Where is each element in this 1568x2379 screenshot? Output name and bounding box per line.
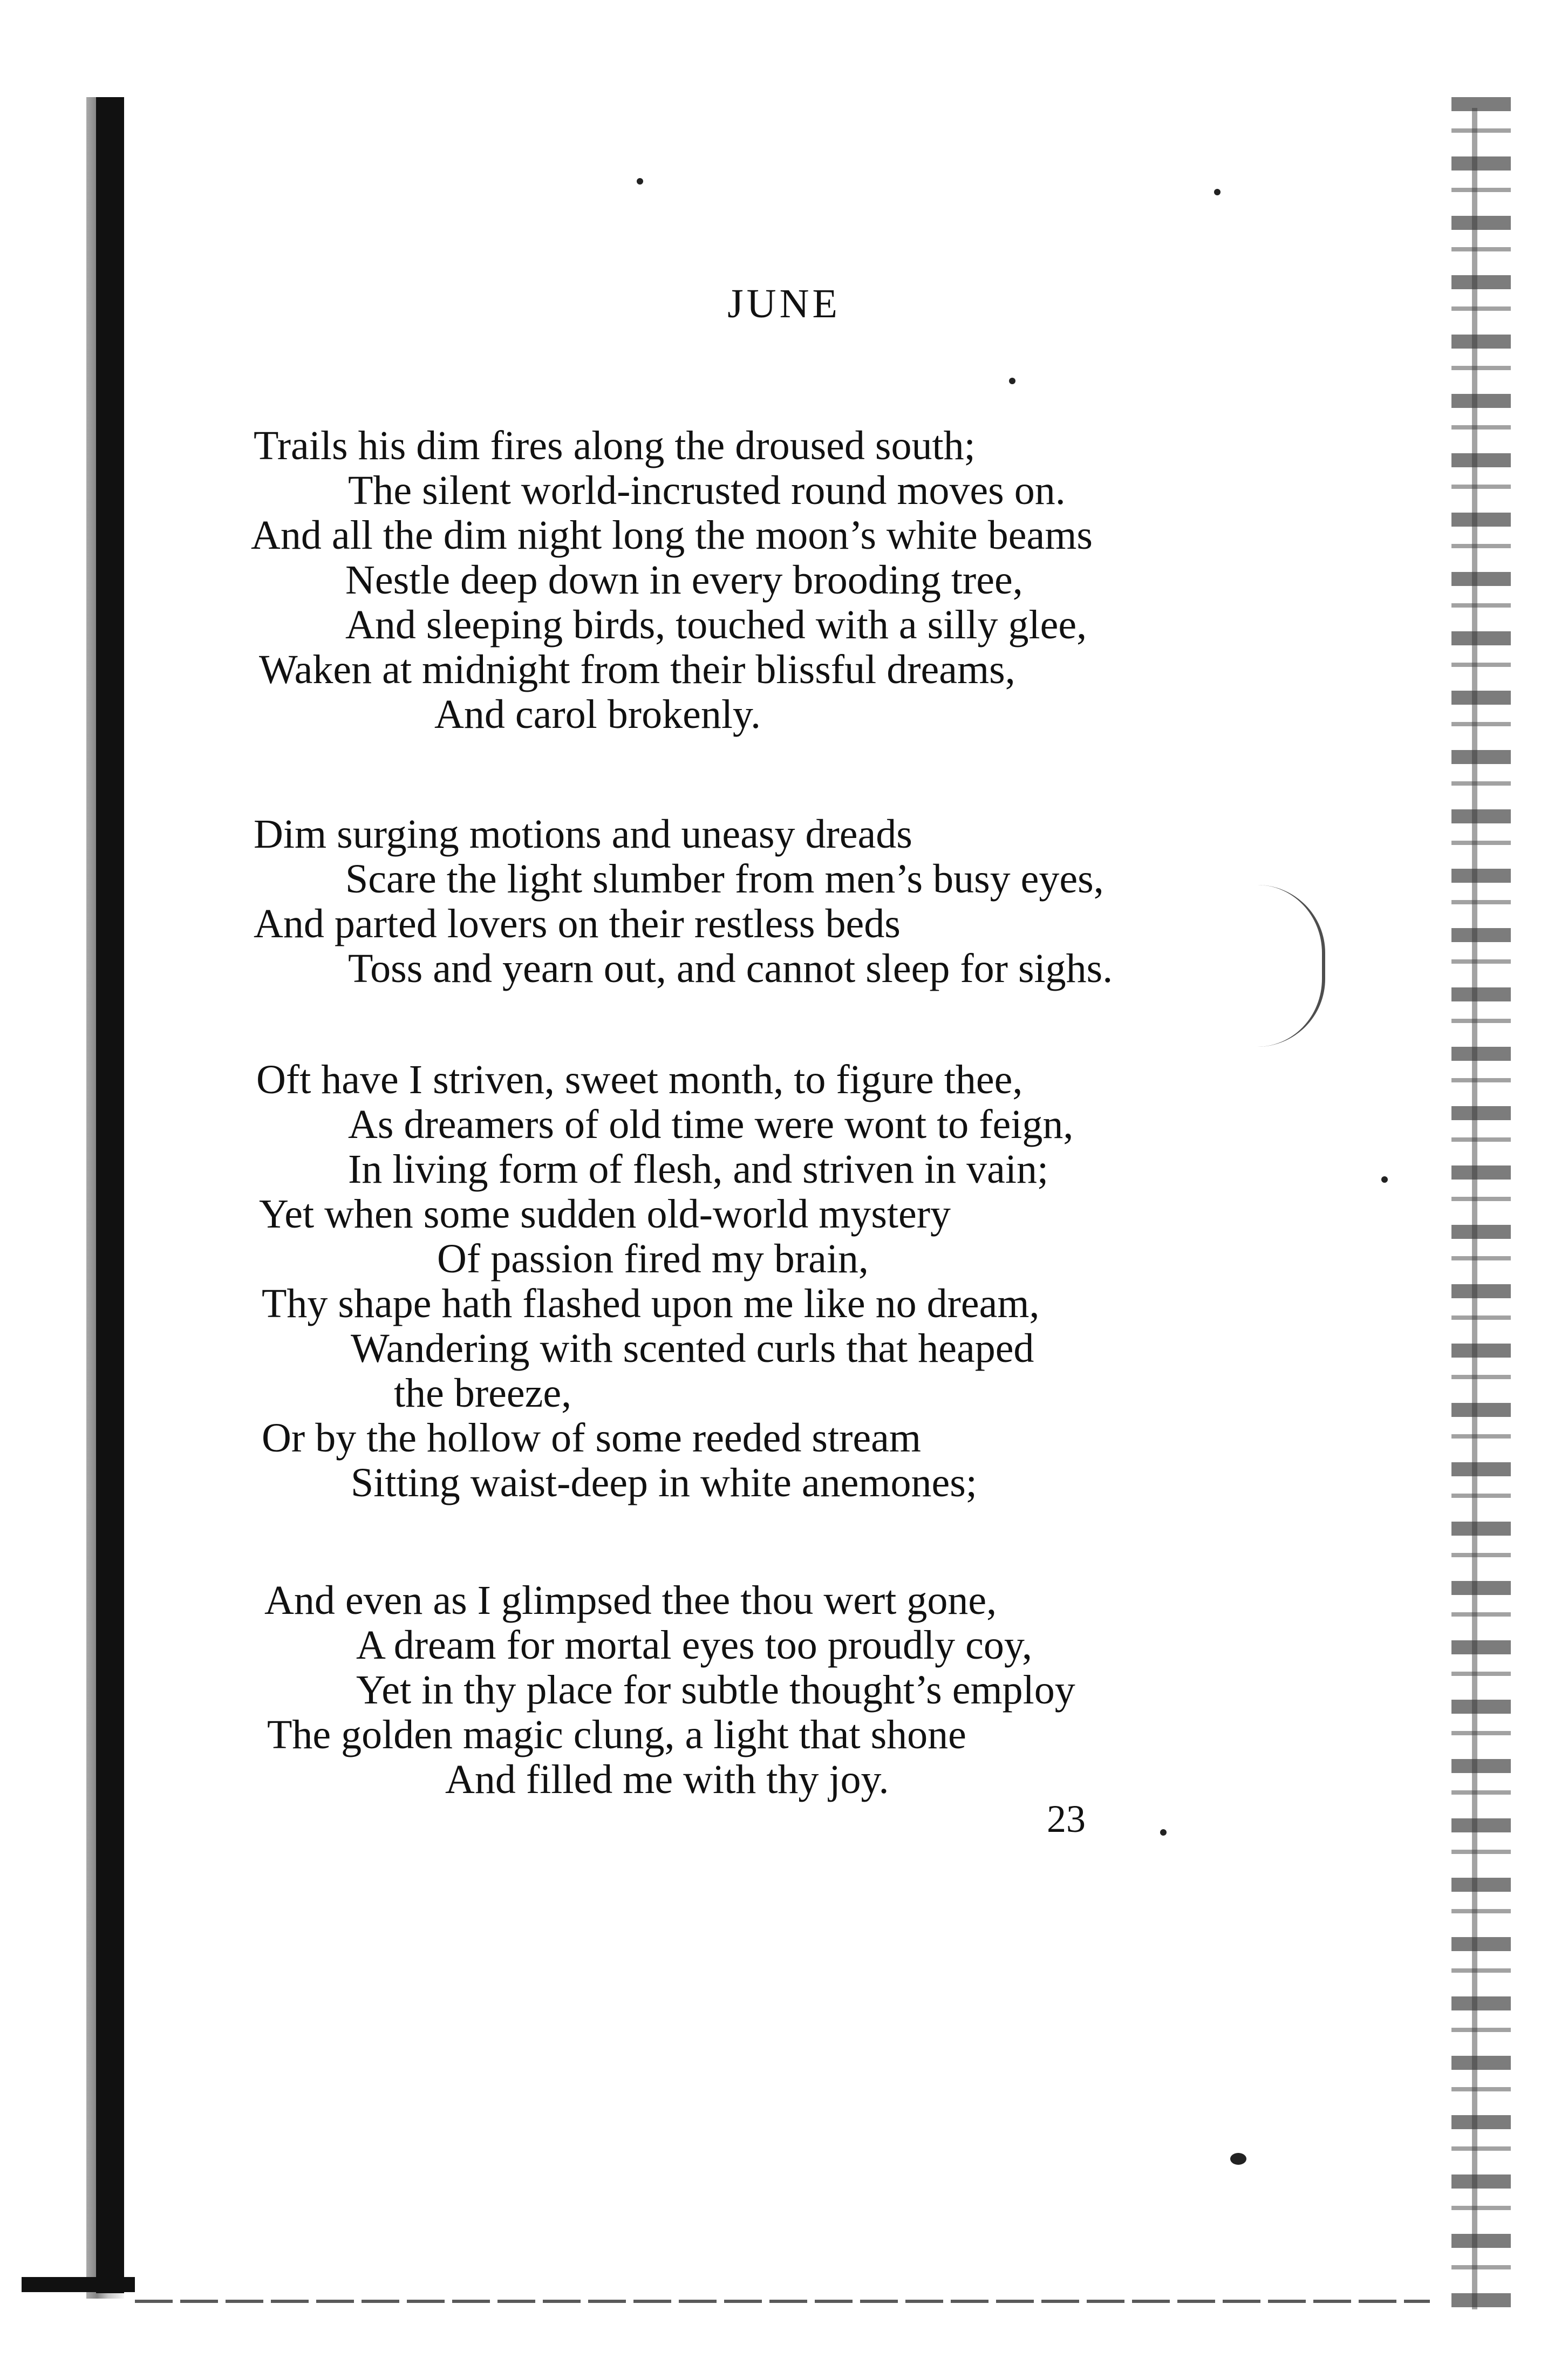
poem-line: Of passion fired my brain, [437, 1236, 869, 1281]
poem-line: And even as I glimpsed thee thou wert gone, [264, 1578, 997, 1623]
poem-line: And all the dim night long the moon’s white beams [251, 513, 1093, 558]
poem-line: And filled me with thy joy. [445, 1757, 889, 1802]
poem-line: Scare the light slumber from men’s busy eyes, [345, 856, 1104, 902]
poem-line: As dreamers of old time were wont to feign, [348, 1102, 1074, 1147]
poem-line: Dim surging motions and uneasy dreads [254, 812, 912, 857]
poem-line: And sleeping birds, touched with a silly glee, [345, 602, 1087, 647]
poem-line: Sitting waist-deep in white anemones; [351, 1460, 977, 1505]
poem-line: A dream for mortal eyes too proudly coy, [356, 1623, 1032, 1668]
poem-line: Oft have I striven, sweet month, to figure thee, [256, 1057, 1023, 1102]
poem-line: Thy shape hath flashed upon me like no dream, [262, 1281, 1040, 1326]
poem-title: JUNE [727, 281, 841, 326]
poem-line: The silent world-incrusted round moves on. [348, 468, 1066, 513]
poem-line: Yet in thy place for subtle thought’s employ [356, 1667, 1075, 1713]
poem-line: Nestle deep down in every brooding tree, [345, 557, 1023, 603]
poem-line: Toss and yearn out, and cannot sleep for sighs. [348, 946, 1113, 991]
poem-line: Waken at midnight from their blissful dreams, [259, 647, 1015, 692]
poem-line: And carol brokenly. [434, 692, 761, 737]
poem-line: Trails his dim fires along the droused south; [254, 423, 976, 468]
poem-line: Yet when some sudden old-world mystery [259, 1191, 951, 1237]
poem-line: In living form of flesh, and striven in vain; [348, 1147, 1049, 1192]
poem-line: Or by the hollow of some reeded stream [262, 1415, 921, 1461]
poem-line: Wandering with scented curls that heaped [351, 1326, 1034, 1371]
poem-line: The golden magic clung, a light that shone [267, 1712, 966, 1757]
page-number: 23 [1047, 1797, 1086, 1841]
poem-line: the breeze, [394, 1371, 572, 1416]
poem-line: And parted lovers on their restless beds [254, 901, 901, 946]
